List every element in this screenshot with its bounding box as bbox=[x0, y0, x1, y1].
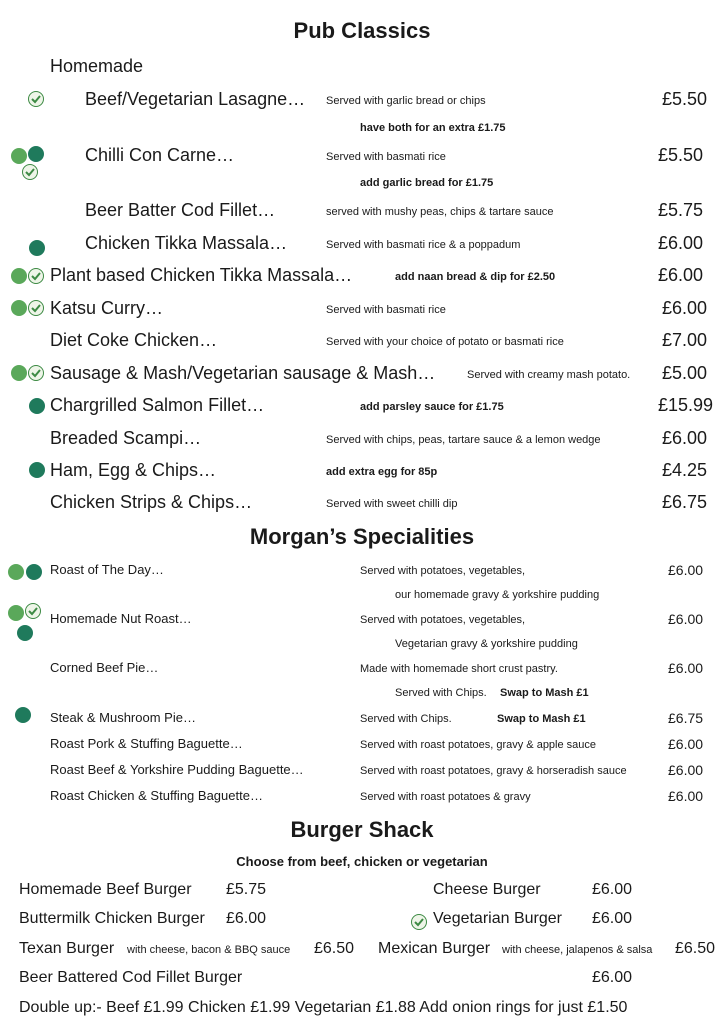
burger-price: £6.50 bbox=[314, 940, 355, 957]
menu-item-desc: Served with basmati rice bbox=[326, 304, 446, 316]
menu-item-name: Breaded Scampi… bbox=[50, 428, 202, 448]
vegan-icon bbox=[15, 707, 31, 723]
menu-item-desc: add extra egg for 85p bbox=[326, 466, 438, 478]
burger-price: £5.75 bbox=[226, 881, 267, 898]
menu-item-price: £6.00 bbox=[668, 736, 704, 752]
menu-item-name: Roast of The Day… bbox=[50, 562, 164, 577]
burger-desc: with cheese, jalapenos & salsa bbox=[502, 944, 653, 956]
menu-item-price: £4.25 bbox=[662, 460, 708, 480]
vegetarian-icon bbox=[28, 300, 44, 316]
vegan-icon bbox=[8, 605, 24, 621]
menu-item-desc: Served with your choice of potato or basmati rice bbox=[326, 336, 564, 348]
vegan-icon bbox=[11, 148, 27, 164]
burger-name: Mexican Burger bbox=[378, 940, 491, 957]
menu-item-name: Steak & Mushroom Pie… bbox=[50, 710, 196, 725]
menu-item-name: Chilli Con Carne… bbox=[85, 145, 235, 165]
menu-item-price: £6.00 bbox=[662, 298, 708, 318]
menu-item-name: Chicken Strips & Chips… bbox=[50, 492, 253, 512]
burger-price: £6.00 bbox=[226, 910, 267, 927]
menu-item-price: £6.00 bbox=[662, 428, 708, 448]
menu-item-desc: Served with roast potatoes, gravy & apple sauce bbox=[360, 739, 597, 751]
menu-item-price: £5.75 bbox=[658, 200, 704, 220]
menu-item-desc: Served with basmati rice bbox=[326, 151, 446, 163]
menu-item-desc: Served with garlic bread or chips bbox=[326, 95, 486, 107]
vegan-icon bbox=[11, 365, 27, 381]
burger-price: £6.00 bbox=[592, 910, 633, 927]
burger-desc: with cheese, bacon & BBQ sauce bbox=[127, 944, 291, 956]
menu-item-name: Roast Chicken & Stuffing Baguette… bbox=[50, 788, 263, 803]
menu-item-desc: Served with roast potatoes, gravy & horseradish sauce bbox=[360, 765, 627, 777]
burger-name: Beer Battered Cod Fillet Burger bbox=[19, 969, 243, 986]
vegetarian-icon bbox=[28, 365, 44, 381]
menu-item-price: £6.00 bbox=[668, 611, 704, 627]
menu-item-price: £6.00 bbox=[658, 233, 704, 253]
menu-item-price: £7.00 bbox=[662, 330, 708, 350]
menu-item-price: £5.50 bbox=[662, 89, 708, 109]
burger-name: Vegetarian Burger bbox=[433, 910, 562, 927]
menu-item-desc: add naan bread & dip for £2.50 bbox=[395, 271, 556, 283]
section-title-burger-shack: Burger Shack bbox=[290, 817, 434, 842]
menu-item-desc: Served with roast potatoes & gravy bbox=[360, 791, 531, 803]
menu-item-name: Homemade Nut Roast… bbox=[50, 611, 192, 626]
vegan-icon bbox=[11, 300, 27, 316]
menu-item-desc: served with mushy peas, chips & tartare sauce bbox=[326, 206, 554, 218]
menu-item-desc: Served with creamy mash potato. bbox=[467, 369, 631, 381]
menu-item-desc: Served with potatoes, vegetables, bbox=[360, 614, 526, 626]
menu-item-name: Chargrilled Salmon Fillet… bbox=[50, 395, 265, 415]
menu-item-extra: have both for an extra £1.75 bbox=[360, 122, 506, 134]
vegan-icon bbox=[29, 398, 45, 414]
vegetarian-icon bbox=[411, 914, 427, 930]
burger-price: £6.00 bbox=[592, 969, 633, 986]
menu-item-name: Ham, Egg & Chips… bbox=[50, 460, 217, 480]
menu-item-desc: Served with potatoes, vegetables, bbox=[360, 565, 526, 577]
menu-item-name: Beer Batter Cod Fillet… bbox=[85, 200, 276, 220]
menu-item-desc: Served with basmati rice & a poppadum bbox=[326, 239, 521, 251]
vegetarian-icon bbox=[25, 603, 41, 619]
vegan-icon bbox=[28, 146, 44, 162]
menu-item-desc: add parsley sauce for £1.75 bbox=[360, 401, 504, 413]
burger-name: Texan Burger bbox=[19, 940, 115, 957]
burger-name: Buttermilk Chicken Burger bbox=[19, 910, 205, 927]
menu-item-extra: add garlic bread for £1.75 bbox=[360, 177, 494, 189]
menu-item-name: Katsu Curry… bbox=[50, 298, 164, 318]
vegan-icon bbox=[29, 462, 45, 478]
burger-name: Cheese Burger bbox=[433, 881, 541, 898]
menu-item-price: £6.75 bbox=[662, 492, 708, 512]
subheading-homemade: Homemade bbox=[50, 56, 144, 76]
menu-item-name: Sausage & Mash/Vegetarian sausage & Mash… bbox=[50, 363, 436, 383]
vegetarian-icon bbox=[28, 91, 44, 107]
burger-price: £6.50 bbox=[675, 940, 716, 957]
section-title-pub-classics: Pub Classics bbox=[293, 18, 431, 43]
menu-item-swap: Swap to Mash £1 bbox=[500, 687, 589, 699]
menu-item-name: Chicken Tikka Massala… bbox=[85, 233, 288, 253]
menu-item-price: £6.75 bbox=[668, 710, 704, 726]
vegetarian-icon bbox=[22, 164, 38, 180]
menu-item-price: £5.00 bbox=[662, 363, 708, 383]
menu-item-desc-2: Vegetarian gravy & yorkshire pudding bbox=[395, 638, 578, 650]
menu-item-desc-2: our homemade gravy & yorkshire pudding bbox=[395, 589, 600, 601]
burger-subheading: Choose from beef, chicken or vegetarian bbox=[236, 854, 488, 869]
menu-item-name: Roast Pork & Stuffing Baguette… bbox=[50, 736, 243, 751]
vegan-icon bbox=[8, 564, 24, 580]
vegan-icon bbox=[11, 268, 27, 284]
menu-item-price: £6.00 bbox=[658, 265, 704, 285]
menu-item-price: £6.00 bbox=[668, 562, 704, 578]
vegan-icon bbox=[26, 564, 42, 580]
menu-item-desc: Served with chips, peas, tartare sauce & a lemon wedge bbox=[326, 434, 601, 446]
vegetarian-icon bbox=[28, 268, 44, 284]
menu-item-desc: Served with sweet chilli dip bbox=[326, 498, 458, 510]
vegan-icon bbox=[17, 625, 33, 641]
menu-item-price: £15.99 bbox=[658, 395, 714, 415]
menu-item-desc-2: Served with Chips. bbox=[395, 687, 487, 699]
menu-item-price: £6.00 bbox=[668, 762, 704, 778]
vegan-icon bbox=[29, 240, 45, 256]
menu-item-price: £5.50 bbox=[658, 145, 704, 165]
burger-name: Homemade Beef Burger bbox=[19, 881, 192, 898]
menu-item-price: £6.00 bbox=[668, 660, 704, 676]
section-title-specialities: Morgan’s Specialities bbox=[249, 524, 475, 549]
menu-item-name: Plant based Chicken Tikka Massala… bbox=[50, 265, 353, 285]
menu-item-price: £6.00 bbox=[668, 788, 704, 804]
menu-item-desc: Served with Chips. bbox=[360, 713, 452, 725]
menu-item-desc: Made with homemade short crust pastry. bbox=[360, 663, 558, 675]
menu-item-name: Corned Beef Pie… bbox=[50, 660, 159, 675]
double-up-note: Double up:- Beef £1.99 Chicken £1.99 Vegetarian £1.88 Add onion rings for just £1.50 bbox=[19, 999, 628, 1016]
burger-price: £6.00 bbox=[592, 881, 633, 898]
menu-item-name: Roast Beef & Yorkshire Pudding Baguette… bbox=[50, 762, 304, 777]
menu-item-swap: Swap to Mash £1 bbox=[497, 713, 586, 725]
menu-item-name: Beef/Vegetarian Lasagne… bbox=[85, 89, 306, 109]
menu-item-name: Diet Coke Chicken… bbox=[50, 330, 218, 350]
